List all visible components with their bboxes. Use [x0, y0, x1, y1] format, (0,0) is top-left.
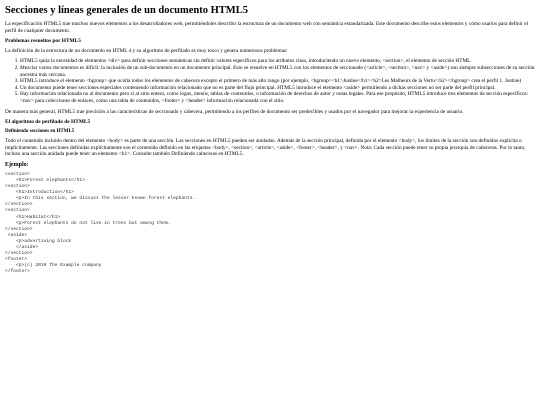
list-item: 1. HTML5 quita la necesidad de elementos <div> para definir secciones semánticas sin definir valores específicos para los atributos class, introduciendo un nuevo elemento, <section>, el elemento de sección HTML. [20, 58, 535, 65]
algorithm-heading: El algoritmo de perfilado de HTML5 [5, 119, 91, 126]
problems-heading: Problemas resueltos por HTML5 [5, 38, 81, 45]
problems-intro: La definición de la estructura de un documento en HTML 4 y su algoritmo de perfilado es muy tosco y genera numerosos problemas: [5, 47, 288, 54]
page-title: Secciones y líneas generales de un documento HTML5 [5, 5, 248, 16]
list-item: 4. Un documento puede tener secciones especiales conteniendo información relacionado que no es parte del flujo principal. HTML5 introduce el elemento <aside> permitiendo a dichas secciones no ser parte del perfil principal. [20, 85, 535, 92]
example-heading: Ejemplo: [5, 161, 29, 168]
sections-heading: Definiendo secciones en HTML5 [5, 128, 75, 134]
list-item: 5. Hay información relacionada no al documento pero sí al sitio entero, como logos, menús, tablas de contenidos, o información de derechos de autor y notas legales. Para ese propósito, HTML5 introduce tres elementos de sección específicos: <nav> para colecciones de enlaces, como una tabla de contenidos, <footer> y <header> información relacionada con el sitio. [20, 91, 535, 104]
list-item: 3. HTML5 introduce el elemento <hgroup> que oculta todos los elementos de cabecera excepto el primero de más alto rango (por ejemplo, <hgroup><h1>Justine</h1><h2>Les Malheurs de la Vertu</h2></hgroup> crea el perfil 1. Justine) [20, 78, 535, 85]
problems-list [5, 58, 535, 104]
intro-paragraph: La especificación HTML5 trae muchos nuevos elementos a los desarrolladores web, permitiéndoles describir la estructura de un documento web con semántica estandarizada. Este documento describe estos elementos y cómo usarlos para definir el perfil de cualquier documento. [5, 21, 529, 34]
sections-paragraph: Todo el contenido incluido dentro del elemento <body> es parte de una sección. Las secciones en HTML5 pueden ser anidadas. Además de la sección principal, definida por el elemento <body>, los límites de la sección son definidos explícita o implícitamente. Las secciones definidas explícitamente son el contenido definido en las etiquetas <body>, <section>, <article>, <aside>, <footer>, <header>, y <nav>. Nota: Cada sección puede tener su propia jerarquía de cabeceras. Por lo tanto, incluso una sección anidada puede tener un elemento <h1>. Consulte también Definiendo cabeceras en HTML5. [5, 138, 526, 158]
problems-outro: De manera más general, HTML5 trae precisión a las características de seccionado y cabecera, permitiendo a los perfiles de documento ser predecibles y usados por el navegador para mejorar la experiencia de usuario. [5, 108, 464, 115]
code-example: <section> <h1>Forest elephants</h1> <section> <h1>Introduction</h1> <p>In this section, we discuss the lesser known forest elephants. </section> <section> <h1>Habitat</h1> <p>Forest elephants do not live in trees but among them. </section> <aside> <p>advertising block </aside> </section> <footer> <p>(c) 2010 The Example company </footer> [5, 171, 196, 275]
list-item: 2. Mezclar varios documentos es difícil: la inclusión de un sub-documento en un documento principal. Esto se resuelve en HTML5 con los elementos de seccionado (<article>, <section>, <nav> y <aside>) son siempre subsecciones de su sección ancestra más cercana. [20, 65, 535, 78]
